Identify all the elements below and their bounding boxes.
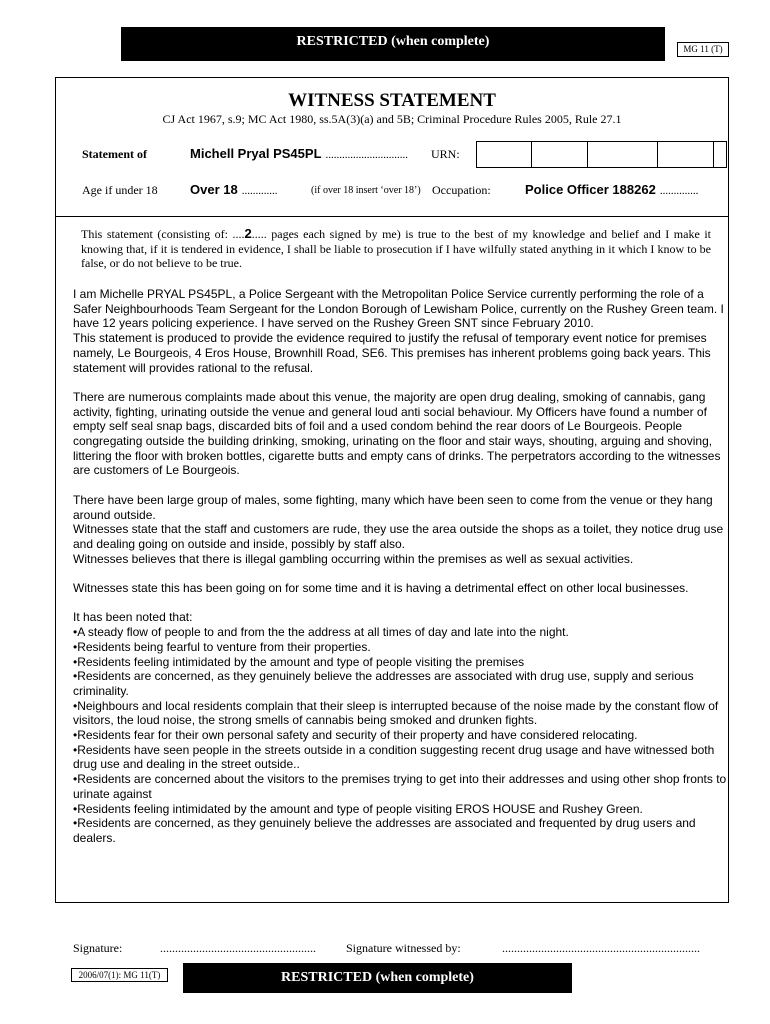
statement-paragraph: Witnesses state that the staff and customers are rude, they use the area outside the shops as a toilet, they notice drug use and dealing going on outside and inside, possibly by staff also. [73, 522, 724, 551]
statement-paragraph: •Residents fear for their own personal safety and security of their property and have considered relocating. [73, 728, 638, 743]
age-dots: ............. [241, 185, 278, 197]
age-label: Age if under 18 [82, 183, 158, 197]
age-value: Over 18 [190, 182, 238, 197]
footer-form-code: 2006/07(1): MG 11(T) [71, 968, 168, 982]
age-field[interactable] [190, 181, 277, 199]
witnessed-line[interactable]: .................................................................. [502, 941, 700, 955]
urn-label: URN: [431, 147, 460, 161]
urn-boxes[interactable] [476, 141, 727, 168]
declaration-part1: This statement (consisting of: .... [81, 227, 245, 241]
urn-cell[interactable] [588, 142, 658, 167]
statement-paragraph: •A steady flow of people to and from the the address at all times of day and late into the night. [73, 625, 569, 640]
restricted-banner-top: RESTRICTED (when complete) [121, 27, 665, 61]
signature-line[interactable]: .................................................... [160, 941, 316, 955]
statement-paragraph: There are numerous complaints made about this venue, the majority are open drug dealing, smoking of cannabis, gang activity, fighting, urinating outside the venue and general loud anti social behaviour. My Officers have found a number of empty self seal snap bags, discarded bits of foil and a used condom behind the rear doors of Le Bourgeois. People congregating outside the building drinking, smoking, urinating on the floor and stair ways, shouting, arguing and shoving, littering the floor with broken bottles, cigarette butts and empty cans of drinks. The perpetrators according to the witnesses are customers of Le Bourgeois. [73, 389, 721, 478]
signature-label: Signature: [73, 941, 123, 955]
statement-paragraph: Witnesses state this has been going on for some time and it is having a detrimental effect on other local businesses. [73, 581, 689, 596]
urn-cell[interactable] [658, 142, 714, 167]
statement-paragraph: •Neighbours and local residents complain that their sleep is interrupted because of the noise made by the constant flow of visitors, the loud noise, the strong smells of cannabis being smoked and drunken fights. [73, 698, 719, 728]
header-divider [55, 216, 729, 217]
statement-paragraph: Witnesses believes that there is illegal gambling occurring within the premises as well as sexual activities. [73, 551, 634, 566]
statement-paragraph: •Residents are concerned about the visitors to the premises trying to get into their addresses and using other shop fronts to urinate against [73, 772, 727, 801]
statement-paragraph: •Residents feeling intimidated by the amount and type of people visiting the premises [73, 654, 525, 669]
urn-cell[interactable] [714, 142, 726, 167]
witnessed-label: Signature witnessed by: [346, 941, 461, 955]
statement-paragraph: •Residents have seen people in the streets outside in a condition suggesting recent drug usage and have witnessed both drug use and dealing in the street outside.. [73, 742, 715, 772]
page-title: WITNESS STATEMENT [288, 90, 496, 111]
statement-paragraph: I am Michelle PRYAL PS45PL, a Police Sergeant with the Metropolitan Police Service currently performing the role of a Safer Neighbourhoods Team Sergeant for the London Borough of Lewisham Police, currently on the Rushey Green team. I have 12 years policing experience. I have served on the Rushey Green SNT since February 2010. [73, 287, 724, 331]
statement-paragraph: This statement is produced to provide the evidence required to justify the refusal of temporary event notice for premises namely, Le Bourgeois, 4 Eros House, Brownhill Road, SE6. This premises has inherent problems going back years. This statement will provides rational to the refusal. [73, 331, 711, 375]
statement-paragraph: •Residents feeling intimidated by the amount and type of people visiting EROS HOUSE and Rushey Green. [73, 801, 643, 816]
statement-paragraph: •Residents are concerned, as they genuinely believe the addresses are associated and frequented by drug users and dealers. [73, 816, 696, 845]
occupation-dots: .............. [659, 185, 699, 197]
declaration-pages: 2 [244, 226, 252, 241]
declaration [81, 227, 711, 271]
statement-paragraph: •Residents being fearful to venture from their properties. [73, 639, 371, 654]
age-hint: (if over 18 insert ‘over 18’) [311, 185, 421, 196]
statement-of-value: Michell Pryal PS45PL [190, 146, 322, 161]
statement-paragraph: There have been large group of males, some fighting, many which have been seen to come from the venue or they hang around outside. [73, 492, 713, 522]
statement-of-dots: .............................. [325, 149, 409, 161]
urn-cell[interactable] [532, 142, 588, 167]
restricted-banner-bottom: RESTRICTED (when complete) [183, 963, 572, 993]
form-code: MG 11 (T) [677, 42, 729, 57]
legal-reference: CJ Act 1967, s.9; MC Act 1980, ss.5A(3)(a) and 5B; Criminal Procedure Rules 2005, Rule 27.1 [162, 112, 622, 126]
occupation-value: Police Officer 188262 [525, 182, 656, 197]
declaration-part2: ..... pages each signed by me) is true to the best of my knowledge and belief and I make it knowing that, if it is tendered in evidence, I shall be liable to prosecution if I have wilfully stated anything in it which I know to be false, or do not believe to be true. [81, 227, 711, 270]
statement-paragraph: It has been noted that: [73, 610, 193, 625]
occupation-field[interactable] [525, 181, 698, 199]
statement-paragraph: •Residents are concerned, as they genuinely believe the addresses are associated with drug use, supply and serious criminality. [73, 669, 694, 698]
statement-of-field[interactable] [190, 145, 408, 163]
statement-body [73, 287, 728, 846]
statement-of-label: Statement of [82, 147, 147, 161]
urn-cell[interactable] [477, 142, 532, 167]
occupation-label: Occupation: [432, 183, 491, 197]
